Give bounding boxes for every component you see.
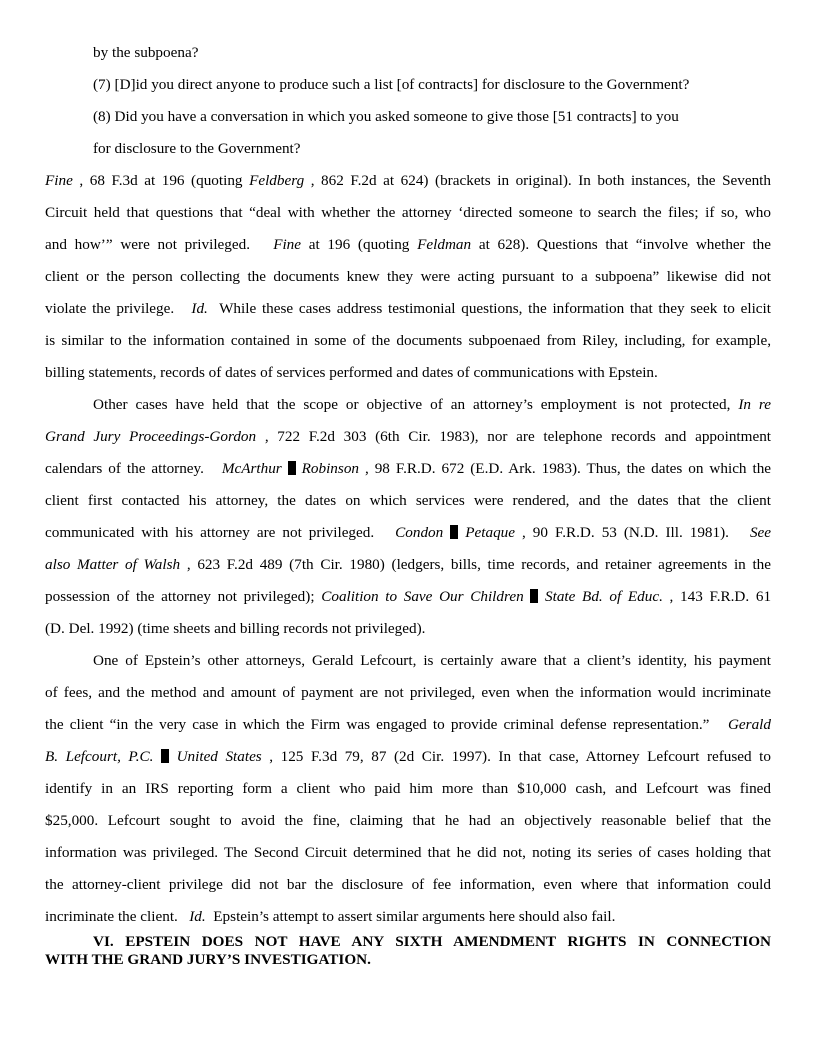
paragraph-line: client or the person collecting the documents knew they were acting pursuant to a subpoena” likewise did not	[45, 268, 771, 285]
paragraph-line: violate the privilege. Id. While these cases address testimonial questions, the information that they seek to elicit	[45, 300, 771, 317]
paragraph-line: One of Epstein’s other attorneys, Gerald Lefcourt, is certainly aware that a client’s identity, his payment	[93, 652, 771, 669]
redaction-mark	[450, 525, 458, 539]
redaction-mark	[288, 461, 296, 475]
quote-line: (7) [D]id you direct anyone to produce such a list [of contracts] for disclosure to the Government?	[93, 76, 690, 93]
paragraph-line: of fees, and the method and amount of payment are not privileged, even when the information would incriminate	[45, 684, 771, 701]
paragraph-line: the attorney-client privilege did not bar the disclosure of fee information, even where that information could	[45, 876, 771, 893]
paragraph-line: $25,000. Lefcourt sought to avoid the fine, claiming that he had an objectively reasonable belief that the	[45, 812, 771, 829]
paragraph-line: incriminate the client. Id. Epstein’s attempt to assert similar arguments here should also fail.	[45, 908, 616, 925]
section-heading: VI. EPSTEIN DOES NOT HAVE ANY SIXTH AMENDMENT RIGHTS IN CONNECTION	[93, 933, 771, 950]
paragraph-line: client first contacted his attorney, the dates on which services were rendered, and the dates that the client	[45, 492, 771, 509]
paragraph-line: Grand Jury Proceedings-Gordon , 722 F.2d 303 (6th Cir. 1983), nor are telephone records and appointment	[45, 428, 772, 445]
paragraph-line: is similar to the information contained in some of the documents subpoenaed from Riley, including, for example,	[45, 332, 771, 349]
paragraph-line: information was privileged. The Second Circuit determined that he did not, noting its series of cases holding that	[45, 844, 771, 861]
paragraph-line: identify in an IRS reporting form a client who paid him more than $10,000 cash, and Lefcourt was fined	[45, 780, 771, 797]
paragraph-line: calendars of the attorney. McArthur Robinson , 98 F.R.D. 672 (E.D. Ark. 1983). Thus, the dates on which the	[45, 460, 772, 477]
paragraph-line: Circuit held that questions that “deal with whether the attorney ‘directed someone to search the files; if so, who	[45, 204, 771, 221]
section-heading: WITH THE GRAND JURY’S INVESTIGATION.	[45, 951, 371, 968]
quote-line: (8) Did you have a conversation in which you asked someone to give those [51 contracts] to you	[93, 108, 679, 125]
paragraph-line: Fine , 68 F.3d at 196 (quoting Feldberg , 862 F.2d at 624) (brackets in original). In both instances, the Seventh	[45, 172, 771, 189]
paragraph-line: billing statements, records of dates of services performed and dates of communications with Epstein.	[45, 364, 658, 381]
paragraph-line: (D. Del. 1992) (time sheets and billing records not privileged).	[45, 620, 426, 637]
paragraph-line: the client “in the very case in which the Firm was engaged to provide criminal defense representation.” Gerald	[45, 716, 771, 733]
redaction-mark	[161, 749, 169, 763]
paragraph-line: and how’” were not privileged. Fine at 196 (quoting Feldman at 628). Questions that “involve whether the	[45, 236, 772, 253]
redaction-mark	[530, 589, 538, 603]
paragraph-line: B. Lefcourt, P.C. United States , 125 F.3d 79, 87 (2d Cir. 1997). In that case, Attorney Lefcourt refused to	[45, 748, 771, 765]
paragraph-line: also Matter of Walsh , 623 F.2d 489 (7th Cir. 1980) (ledgers, bills, time records, and retainer agreements in the	[45, 556, 772, 573]
quote-line: by the subpoena?	[93, 44, 199, 61]
quote-line: for disclosure to the Government?	[93, 140, 301, 157]
paragraph-line: possession of the attorney not privileged); Coalition to Save Our Children State Bd. of Educ. , 143 F.R.D. 61	[45, 588, 772, 605]
paragraph-line: communicated with his attorney are not privileged. Condon Petaque , 90 F.R.D. 53 (N.D. Ill. 1981). See	[45, 524, 772, 541]
paragraph-line: Other cases have held that the scope or objective of an attorney’s employment is not protected, In re	[93, 396, 772, 413]
